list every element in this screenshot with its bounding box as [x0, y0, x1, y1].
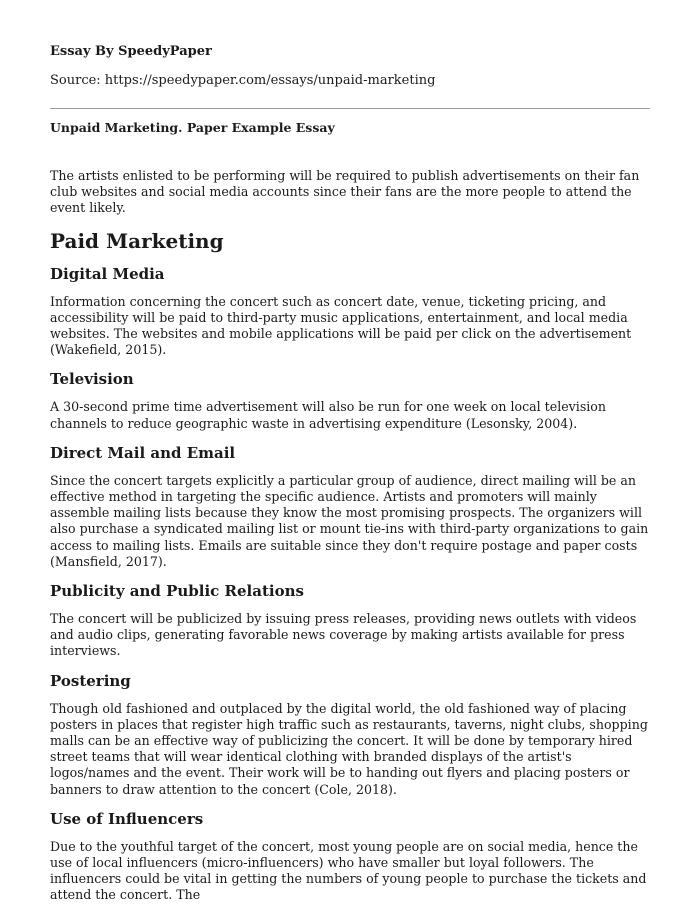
- subsection-heading-television: Television: [50, 370, 134, 389]
- header-brand: Essay By SpeedyPaper: [50, 44, 212, 59]
- header-source: Source: https://speedypaper.com/essays/unpaid-marketing: [50, 73, 436, 88]
- header-divider: [50, 108, 650, 109]
- subsection-heading-direct-mail: Direct Mail and Email: [50, 443, 236, 462]
- subsection-heading-publicity: Publicity and Public Relations: [50, 582, 304, 601]
- paragraph-direct-mail: Since the concert targets explicitly a particular group of audience, direct mailing will be an effective method in targeting the specific audience. Artists and promoters will mainly assemble mailing lists because they know the most promising prospects. The organizers will also purchase a syndicated mailing list or mount tie-ins with third-party organizations to gain access to mailing lists. Emails are suitable since they don't require postage and paper costs (Mansfield, 2017).: [50, 472, 649, 569]
- document-body: [50, 168, 654, 916]
- paragraph-influencers: Due to the youthful target of the concert, most young people are on social media, hence the use of local influencers (micro-influencers) who have smaller but loyal followers. The influencers could be vital in getting the numbers of young people to purchase the tickets and attend the concert. The: [50, 838, 647, 903]
- document-title: Unpaid Marketing. Paper Example Essay: [50, 120, 335, 135]
- paragraph-television: A 30-second prime time advertisement will also be run for one week on local television channels to reduce geographic waste in advertising expenditure (Lesonsky, 2004).: [50, 399, 607, 431]
- paragraph-postering: Though old fashioned and outplaced by the digital world, the old fashioned way of placing posters in places that register high traffic such as restaurants, taverns, night clubs, shopping malls can be an effective way of publicizing the concert. It will be done by temporary hired street teams that will wear identical clothing with branded displays of the artist's logos/names and the event. Their work will be to handing out flyers and placing posters or banners to draw attention to the concert (Cole, 2018).: [50, 700, 648, 797]
- subsection-heading-influencers: Use of Influencers: [50, 809, 204, 828]
- subsection-heading-digital-media: Digital Media: [50, 264, 165, 283]
- section-heading: Paid Marketing: [50, 228, 224, 253]
- intro-paragraph: The artists enlisted to be performing will be required to publish advertisements on their fan club websites and social media accounts since their fans are the more people to attend the event likely.: [50, 168, 640, 216]
- subsection-heading-postering: Postering: [50, 671, 131, 690]
- paragraph-publicity: The concert will be publicized by issuing press releases, providing news outlets with videos and audio clips, generating favorable news coverage by making artists available for press interviews.: [50, 611, 637, 659]
- paragraph-digital-media: Information concerning the concert such as concert date, venue, ticketing pricing, and accessibility will be paid to third-party music applications, entertainment, and local media websites. The websites and mobile applications will be paid per click on the advertisement (Wakefield, 2015).: [50, 293, 632, 358]
